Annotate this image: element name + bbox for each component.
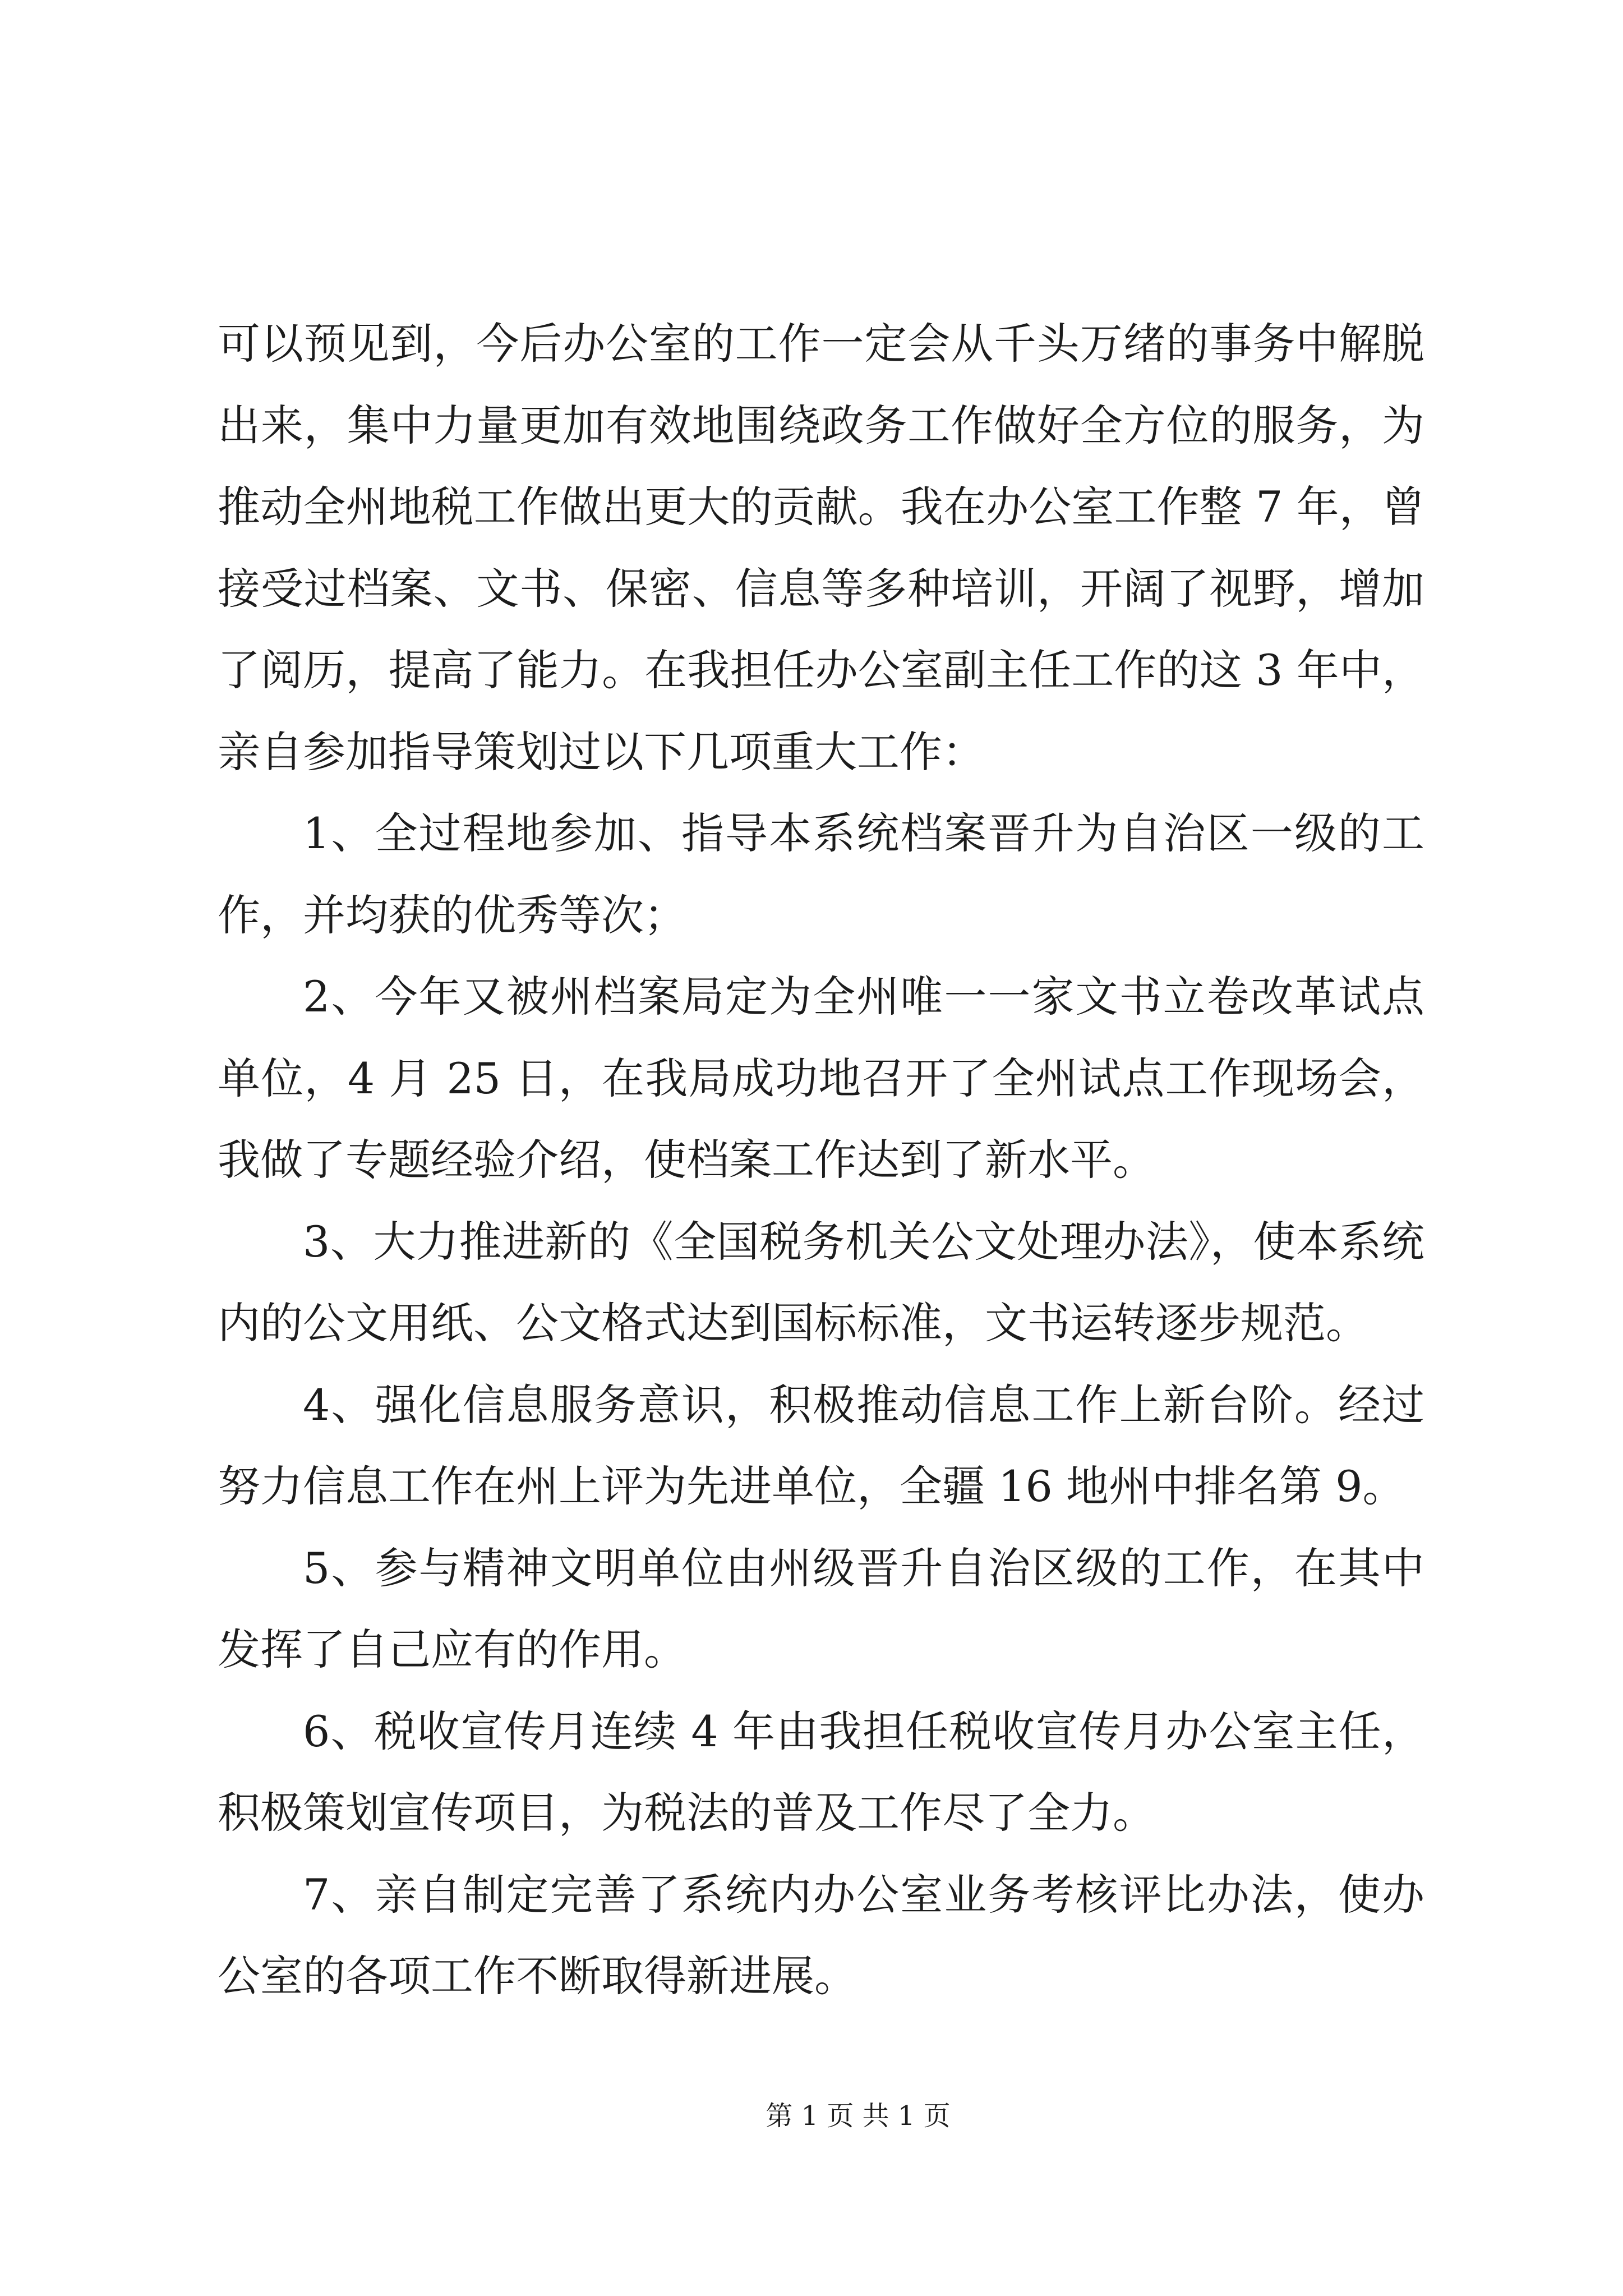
text-line: 1、全过程地参加、指导本系统档案晋升为自治区一级的工 bbox=[303, 808, 1424, 858]
text-line: 7、亲自制定完善了系统内办公室业务考核评比办法，使办 bbox=[303, 1869, 1424, 1920]
text-line: 推动全州地税工作做出更大的贡献。我在办公室工作整 7 年，曾 bbox=[218, 482, 1424, 532]
text-line: 努力信息工作在州上评为先进单位，全疆 16 地州中排名第 9。 bbox=[218, 1461, 1405, 1511]
list-item-4 bbox=[218, 1364, 1424, 1527]
text-line: 单位，4 月 25 日，在我局成功地召开了全州试点工作现场会， bbox=[218, 1053, 1424, 1103]
document-body bbox=[218, 303, 1424, 2017]
text-line: 4、强化信息服务意识，积极推动信息工作上新台阶。经过 bbox=[303, 1379, 1424, 1430]
list-item-2 bbox=[218, 956, 1424, 1201]
text-line: 出来，集中力量更加有效地围绕政务工作做好全方位的服务，为 bbox=[218, 400, 1424, 450]
text-line: 可以预见到，今后办公室的工作一定会从千头万绪的事务中解脱 bbox=[218, 319, 1424, 369]
list-item-7 bbox=[218, 1854, 1424, 2017]
text-line: 发挥了自己应有的作用。 bbox=[218, 1625, 686, 1674]
text-line: 我做了专题经验介绍，使档案工作达到了新水平。 bbox=[218, 1135, 1155, 1185]
text-line: 3、大力推进新的《全国税务机关公文处理办法》，使本系统 bbox=[303, 1216, 1424, 1267]
text-line: 公室的各项工作不断取得新进展。 bbox=[218, 1951, 857, 2001]
list-item-1 bbox=[218, 793, 1424, 956]
list-item-5 bbox=[218, 1527, 1424, 1691]
text-line: 了阅历，提高了能力。在我担任办公室副主任工作的这 3 年中， bbox=[218, 645, 1424, 695]
text-line: 接受过档案、文书、保密、信息等多种培训，开阔了视野，增加 bbox=[218, 563, 1424, 614]
page-number-label: 第 1 页 共 1 页 bbox=[766, 2100, 951, 2132]
text-line: 内的公文用纸、公文格式达到国标标准，文书运转逐步规范。 bbox=[218, 1298, 1368, 1348]
text-line: 2、今年又被州档案局定为全州唯一一家文书立卷改革试点 bbox=[303, 972, 1424, 1022]
page-footer bbox=[729, 2098, 987, 2134]
text-line: 亲自参加指导策划过以下几项重大工作： bbox=[218, 726, 985, 777]
text-line: 6、税收宣传月连续 4 年由我担任税收宣传月办公室主任， bbox=[303, 1706, 1424, 1756]
list-item-6 bbox=[218, 1691, 1424, 1854]
text-line: 积极策划宣传项目，为税法的普及工作尽了全力。 bbox=[218, 1788, 1155, 1838]
text-line: 5、参与精神文明单位由州级晋升自治区级的工作，在其中 bbox=[303, 1543, 1424, 1593]
list-item-3 bbox=[218, 1201, 1424, 1364]
text-line: 作，并均获的优秀等次； bbox=[218, 890, 686, 940]
paragraph-intro bbox=[218, 303, 1424, 793]
